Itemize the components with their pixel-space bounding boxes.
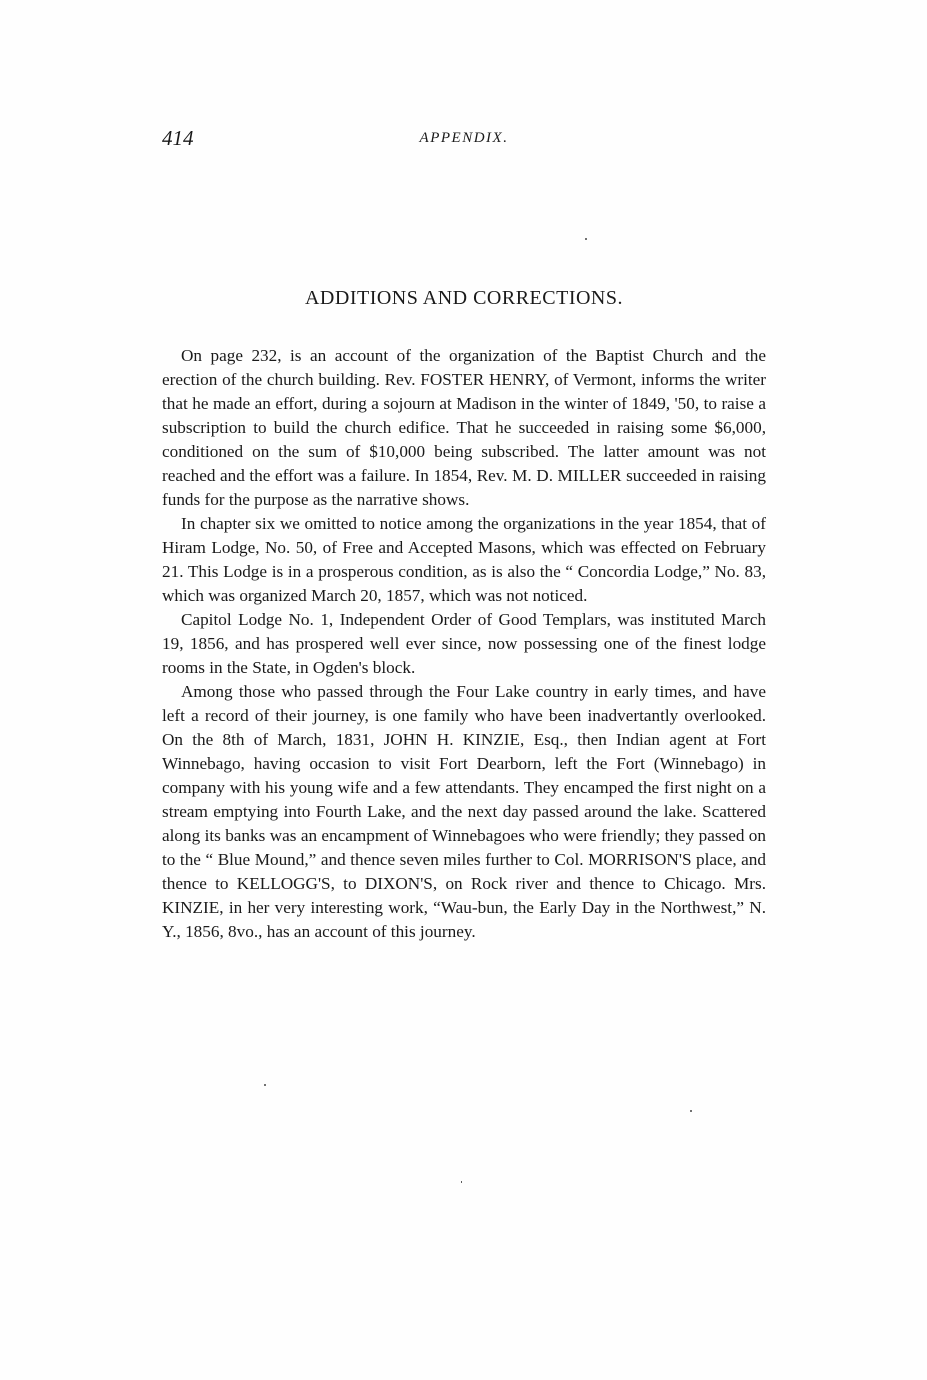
scan-speck: [690, 1110, 692, 1112]
paragraph-kinzie-journey: Among those who passed through the Four Lake country in early times, and have left a record of their journey, is one family who have been inadvertantly overlooked. On the 8th of March, 1831, JOHN H. KINZIE, Esq., then Indian agent at Fort Winnebago, having occasion to visit Fort Dearborn, left the Fort (Winnebago) in company with his young wife and a few attendants. They encamped the first night on a stream emptying into Fourth Lake, and the next day passed around the lake. Scattered along its banks was an encampment of Winnebagoes who were friendly; they passed on to the “ Blue Mound,” and thence seven miles further to Col. MORRISON'S place, and thence to KELLOGG'S, to DIXON'S, on Rock river and thence to Chicago. Mrs. KINZIE, in her very interesting work, “Wau-bun, the Early Day in the Northwest,” N. Y., 1856, 8vo., has an account of this journey.: [162, 682, 766, 941]
paragraph-capitol-lodge: Capitol Lodge No. 1, Independent Order of Good Templars, was instituted March 19, 1856, and has prospered well ever since, now possessing one of the finest lodge rooms in the State, in Ogden's block.: [162, 610, 766, 677]
running-title: APPENDIX.: [419, 130, 509, 146]
paragraph-hiram-lodge: In chapter six we omitted to notice among the organizations in the year 1854, that of Hiram Lodge, No. 50, of Free and Accepted Masons, which was effected on February 21. This Lodge is in a prosperous condition, as is also the “ Concordia Lodge,” No. 83, which was organized March 20, 1857, which was not noticed.: [162, 514, 766, 605]
scan-speck: [461, 1181, 462, 1183]
body-text: [162, 344, 766, 944]
scan-speck: [264, 1084, 266, 1086]
paragraph-baptist-church: On page 232, is an account of the organization of the Baptist Church and the erection of the church building. Rev. FOSTER HENRY, of Vermont, informs the writer that he made an effort, during a sojourn at Madison in the winter of 1849, '50, to raise a subscription to build the church edifice. That he succeeded in raising some $6,000, conditioned on the sum of $10,000 being subscribed. The latter amount was not reached and the effort was a failure. In 1854, Rev. M. D. MILLER succeeded in raising funds for the purpose as the narrative shows.: [162, 346, 766, 509]
page-number: 414: [162, 126, 194, 150]
section-heading: ADDITIONS AND CORRECTIONS.: [304, 287, 623, 309]
running-head: [162, 126, 766, 156]
scan-speck: [585, 238, 587, 240]
